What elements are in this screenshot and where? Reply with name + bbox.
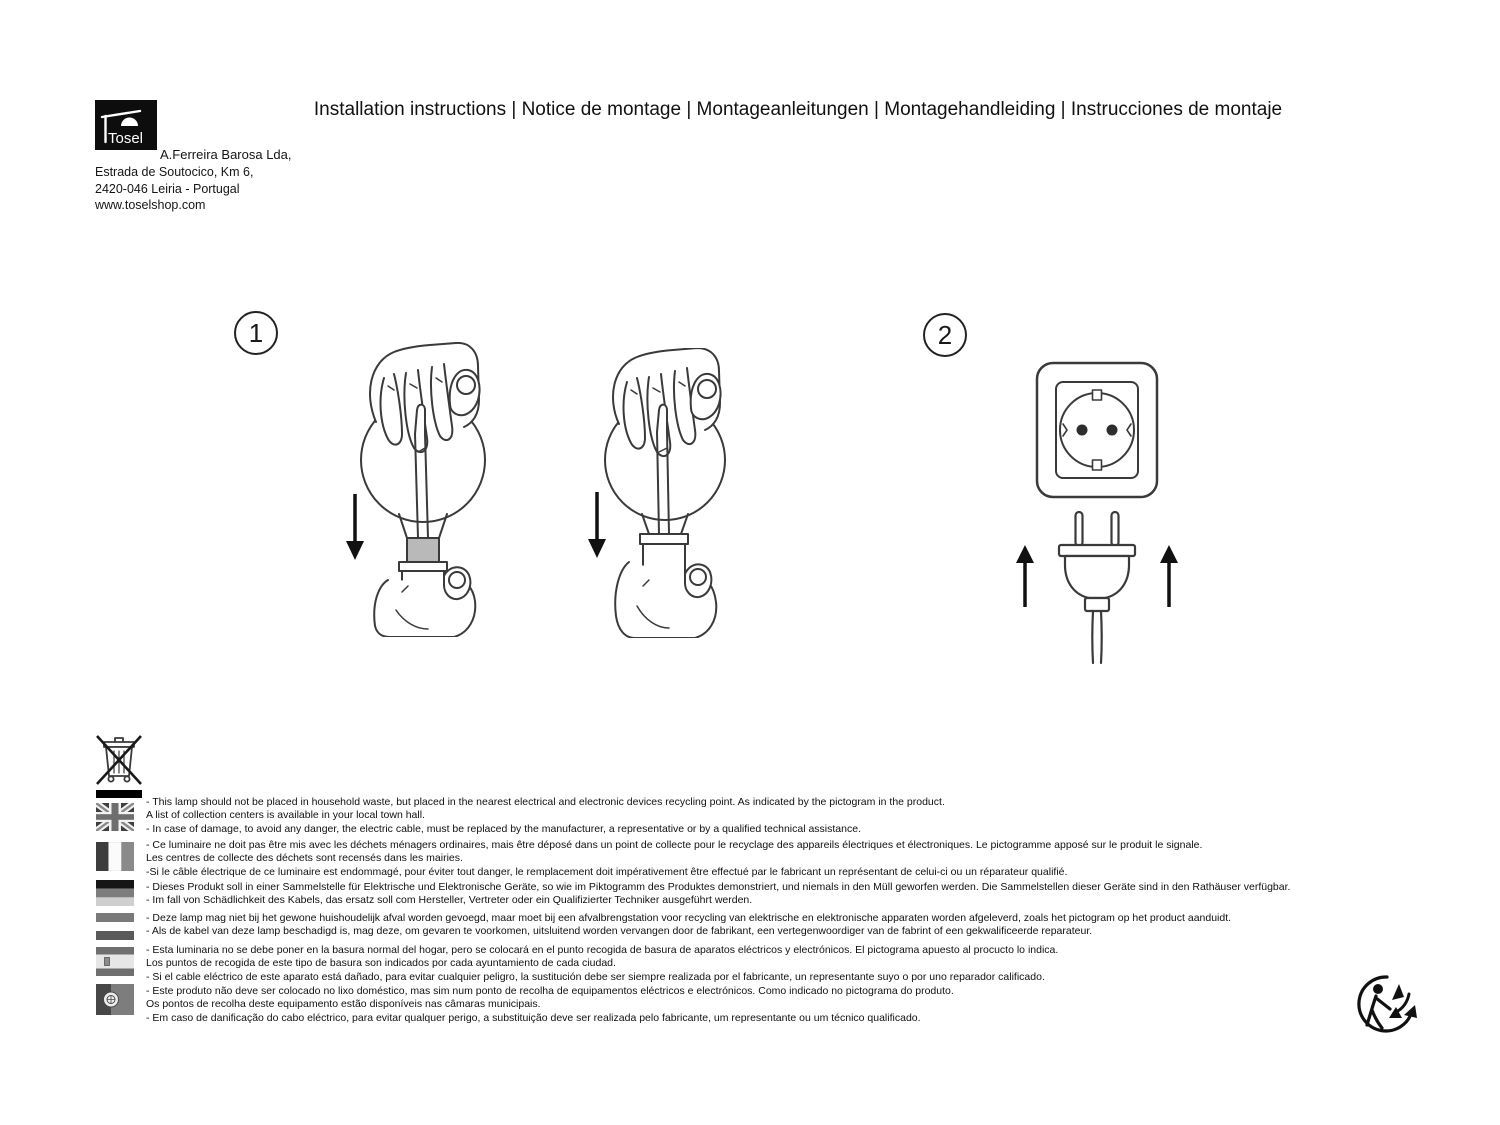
notice-french [146, 839, 1436, 879]
weee-solid-bar [96, 790, 142, 798]
website-text: www.toselshop.com [95, 198, 206, 212]
netherlands-flag-icon [96, 913, 134, 940]
notice-line: - This lamp should not be placed in household waste, but placed in the nearest electrical and electronic devices recycling point. As indicated by the pictogram in the product. [146, 796, 945, 808]
notice-line: - Esta luminaria no se debe poner en la basura normal del hogar, pero se colocará en el punto recogida de basura de aparatos eléctricos y electrónicos. El pictograma apuesto al procucto lo indica. [146, 944, 1059, 956]
plug-prong-left [1076, 512, 1083, 546]
notice-line: - Als de kabel van deze lamp beschadigd is, mag deze, om gevaren te voorkomen, uitsluitend worden vervangen door de fabrikant, een vertegenwoordiger van de fabrint of een gekwalificeerde reparateur. [146, 925, 1093, 938]
plug-cable [1092, 611, 1102, 663]
step-2-number: 2 [937, 319, 953, 350]
notice-line: - Dieses Produkt soll in einer Sammelstelle für Elektrische und Elektronische Geräte, so wie im Piktogramm des Produktes demonstriert, und niemals in den Müll geworfen werden. Die Sammelstellen dieser Geräte sind in den Rathäuser verfügbar. [146, 881, 1291, 893]
notice-line: - Ce luminaire ne doit pas être mis avec les déchets ménagers ordinaires, mais être déposé dans un point de collecte pour le recyclage des appareils électriques et électroniques. Le pictogramme apposé sur le produit le signale. [146, 839, 1203, 851]
company-name: A.Ferreira Barosa Lda, [160, 147, 292, 162]
address-line-1: Estrada de Soutocico, Km 6, [95, 165, 254, 179]
down-arrow-icon [588, 492, 606, 558]
notice-line: Os pontos de recolha deste equipamento estão disponíveis nas câmaras municipais. [146, 998, 541, 1011]
wall-socket [1037, 363, 1157, 497]
lower-hand [615, 562, 716, 638]
step-1-number: 1 [248, 317, 264, 348]
notice-line: Los puntos de recogida de este tipo de basura son indicados por cada ayuntamiento de cada ciudad. [146, 957, 616, 970]
notice-english [146, 796, 1436, 836]
portugal-flag-icon [96, 984, 134, 1015]
notice-line: Les centres de collecte des déchets sont recensés dans les mairies. [146, 852, 463, 865]
notice-spanish [146, 944, 1436, 984]
spain-crest [105, 958, 110, 966]
thumb-nail [457, 376, 475, 394]
uk-flag-icon [96, 803, 134, 831]
germany-flag-icon [96, 880, 134, 906]
address-line-2: 2420-046 Leiria - Portugal [95, 182, 240, 196]
socket-hole-left [1077, 425, 1088, 436]
socket-and-plug-illustration [1000, 355, 1200, 665]
notice-line: - Im fall von Schädlichkeit des Kabels, das ersatz soll com Hersteller, Vertreter oder ein Qualifizierter Techniker ausgeführt werden. [146, 894, 753, 907]
notice-line: - Em caso de danificação do cabo eléctrico, para evitar qualquer perigo, a substituição deve ser realizada pelo fabricante, um representante ou um técnico qualificado. [146, 1011, 921, 1024]
thumb-nail [698, 380, 716, 398]
notice-line: - In case of damage, to avoid any danger, the electric cable, must be replaced by the manufacturer, a representative or by a qualified technical assistance. [146, 822, 861, 835]
step-2-badge [923, 313, 967, 357]
notice-line: -Si le câble électrique de ce luminaire est endommagé, pour éviter tout danger, le remplacement doit impérativement être effectué par le fabricant un représentant de celui-ci ou un réparateur qualifié. [146, 865, 1068, 878]
france-flag-icon [96, 842, 134, 871]
plug-prong-right [1112, 512, 1119, 546]
step-1-badge [234, 311, 278, 355]
notice-line: A list of collection centers is available in your local town hall. [146, 809, 425, 822]
triman-recycling-icon [1356, 974, 1418, 1040]
notice-line: - Este produto não deve ser colocado no lixo doméstico, mas sim num ponto de recolha de equipamentos eléctricos e electrónicos. Como indicado no pictograma do produto. [146, 985, 954, 997]
notice-line: - Deze lamp mag niet bij het gewone huishoudelijk afval worden gevoegd, maar moet bij een afvalbrengstation voor recycling van elektrische en elektronische apparaten worden afgeleverd, zoals het pictogram op het product aanduidt. [146, 912, 1232, 924]
spain-flag-icon [96, 947, 134, 976]
down-arrow-icon [346, 494, 364, 560]
socket-hole-right [1107, 425, 1118, 436]
up-arrow-right-icon [1160, 545, 1178, 607]
weee-crossed-bin-icon [95, 726, 143, 800]
notice-german [146, 881, 1436, 908]
notice-dutch [146, 912, 1436, 939]
logo-word: Tosel [108, 130, 144, 147]
page-title: Installation instructions | Notice de montage | Montageanleitungen | Montagehandleiding | Instrucciones de montaje [313, 99, 1283, 120]
bulb-screw-base [407, 538, 439, 562]
bulb-insert-illustration-1 [338, 342, 506, 637]
bulb-insert-illustration-2 [583, 348, 745, 638]
up-arrow-left-icon [1016, 545, 1034, 607]
power-plug [1059, 512, 1135, 663]
notice-line: - Si el cable eléctrico de este aparato está dañado, para evitar cualquier peligro, la sustitución debe ser siempre realizada por el fabricante, un representante suyo o por uno reparador calificado. [146, 970, 1045, 983]
notice-portuguese [146, 985, 1436, 1025]
